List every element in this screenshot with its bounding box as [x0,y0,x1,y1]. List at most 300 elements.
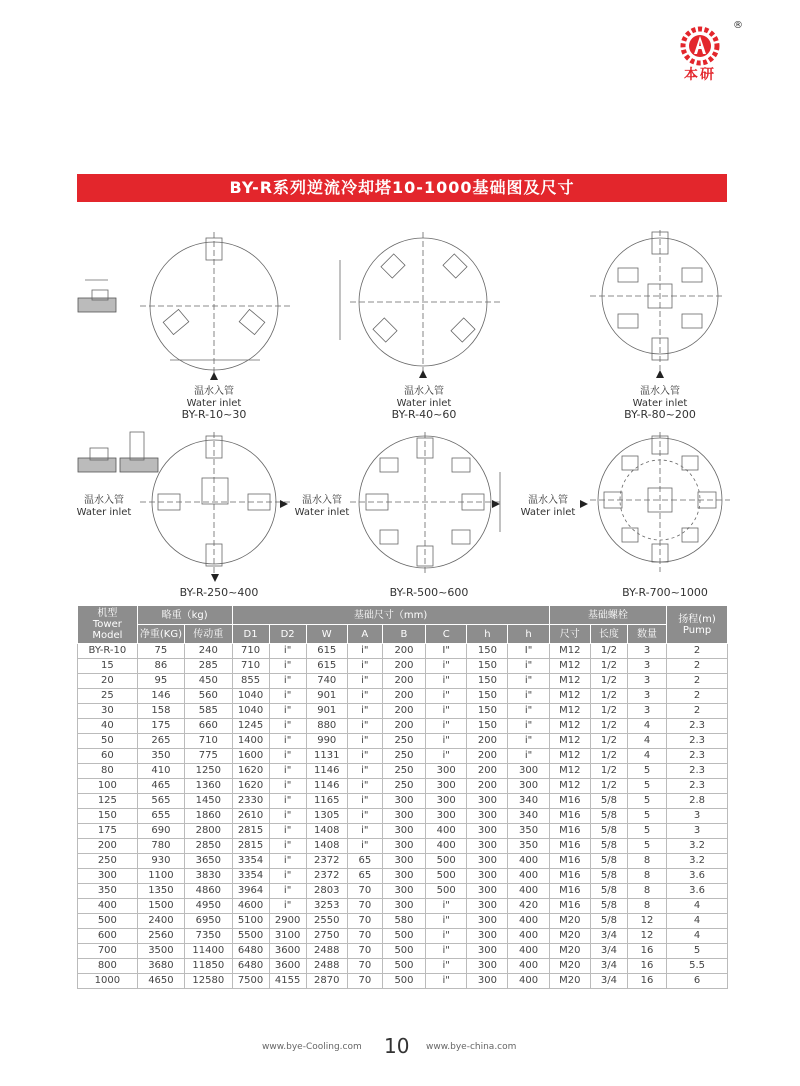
model-label: BY-R-40~60 [391,408,457,421]
table-row [78,689,728,704]
table-row [78,884,728,899]
table-cell: 855 [232,674,269,689]
table-cell: 150 [467,659,508,674]
table-cell: 5 [667,944,728,959]
table-cell: 400 [426,824,467,839]
table-cell: 2372 [306,854,347,869]
table-cell: 300 [467,944,508,959]
table-cell: 300 [426,779,467,794]
table-cell: 70 [347,959,382,974]
table-cell: 3.6 [667,869,728,884]
table-cell: 350 [508,824,549,839]
table-cell: 901 [306,689,347,704]
table-cell: 5/8 [590,884,627,899]
table-cell: 3830 [185,869,232,884]
table-cell: i" [508,749,549,764]
table-cell: BY-R-10 [78,644,138,659]
table-cell: 2815 [232,824,269,839]
table-cell: 70 [347,944,382,959]
table-cell: 5500 [232,929,269,944]
table-cell: 1146 [306,764,347,779]
table-cell: 3 [627,704,666,719]
table-cell: i" [269,824,306,839]
table-cell: 12 [627,929,666,944]
table-cell: 690 [137,824,184,839]
table-cell: M16 [549,854,590,869]
table-cell: 901 [306,704,347,719]
table-cell: 5/8 [590,869,627,884]
table-cell: 990 [306,734,347,749]
header-foundation: 基础尺寸（mm) [232,606,549,625]
table-cell: 2610 [232,809,269,824]
table-cell: 5/8 [590,809,627,824]
table-cell: 285 [185,659,232,674]
table-cell: i" [347,764,382,779]
header-pump: 扬程(m) Pump [667,606,728,644]
water-inlet-label: 温水入管 Water inlet [186,386,242,409]
table-cell: i" [347,779,382,794]
table-cell: 5 [627,764,666,779]
table-cell: 3 [627,689,666,704]
table-cell: 800 [78,959,138,974]
table-cell: 400 [78,899,138,914]
table-cell: M12 [549,644,590,659]
table-row [78,869,728,884]
table-cell: 400 [508,914,549,929]
table-cell: 2900 [269,914,306,929]
footer-url-right: www.bye-china.com [426,1042,517,1052]
table-cell: i" [347,689,382,704]
table-cell: 400 [508,869,549,884]
page-number: 10 [384,1034,410,1058]
table-cell: 5/8 [590,794,627,809]
table-cell: 5/8 [590,839,627,854]
table-cell: 175 [78,824,138,839]
table-cell: 250 [78,854,138,869]
table-cell: M16 [549,794,590,809]
table-cell: i" [269,644,306,659]
table-row [78,974,728,989]
table-cell: 1100 [137,869,184,884]
table-cell: 1245 [232,719,269,734]
table-row [78,749,728,764]
table-cell: 200 [467,779,508,794]
table-cell: 2870 [306,974,347,989]
table-cell: 70 [347,974,382,989]
subheader-cell: A [347,625,382,644]
table-cell: 300 [508,764,549,779]
model-label: BY-R-700~1000 [622,586,708,599]
table-cell: 150 [467,674,508,689]
table-cell: 4650 [137,974,184,989]
table-cell: 1360 [185,779,232,794]
model-label: BY-R-250~400 [179,586,259,599]
table-cell: i" [269,884,306,899]
table-cell: 8 [627,869,666,884]
table-cell: 5 [627,779,666,794]
table-cell: 3964 [232,884,269,899]
table-cell: i" [347,659,382,674]
table-cell: 700 [78,944,138,959]
table-cell: 500 [382,944,425,959]
table-cell: 2 [667,659,728,674]
table-cell: I" [426,644,467,659]
table-cell: i" [426,719,467,734]
table-cell: 710 [185,734,232,749]
table-cell: 780 [137,839,184,854]
table-cell: 4600 [232,899,269,914]
table-cell: M12 [549,659,590,674]
table-cell: 300 [467,899,508,914]
table-cell: i" [426,734,467,749]
table-cell: 30 [78,704,138,719]
table-cell: i" [269,809,306,824]
table-cell: 300 [467,884,508,899]
table-cell: M20 [549,944,590,959]
table-cell: 250 [382,779,425,794]
table-cell: i" [269,764,306,779]
table-cell: M16 [549,869,590,884]
table-cell: 2.3 [667,719,728,734]
table-cell: 400 [508,884,549,899]
table-cell: 300 [467,824,508,839]
subheader-cell: 长度 [590,625,627,644]
table-cell: 500 [382,974,425,989]
table-row [78,944,728,959]
table-cell: 4 [627,749,666,764]
table-row [78,764,728,779]
table-cell: 2800 [185,824,232,839]
table-cell: i" [426,929,467,944]
table-cell: M16 [549,884,590,899]
table-cell: M12 [549,734,590,749]
table-cell: 65 [347,854,382,869]
table-cell: 560 [185,689,232,704]
table-cell: 400 [426,839,467,854]
table-cell: 2.3 [667,779,728,794]
table-cell: 4860 [185,884,232,899]
table-cell: 6 [667,974,728,989]
table-cell: 146 [137,689,184,704]
subheader-cell: D2 [269,625,306,644]
table-cell: 2.3 [667,749,728,764]
table-cell: 1860 [185,809,232,824]
table-cell: 70 [347,914,382,929]
table-cell: 3680 [137,959,184,974]
table-cell: 1/2 [590,689,627,704]
table-cell: 400 [508,974,549,989]
table-cell: 3/4 [590,974,627,989]
table-cell: 500 [426,854,467,869]
table-cell: 5/8 [590,914,627,929]
water-inlet-label: 温水入管 Water inlet [632,386,688,409]
table-cell: 240 [185,644,232,659]
table-cell: 150 [467,704,508,719]
table-cell: 200 [382,704,425,719]
spec-table [77,605,728,989]
water-inlet-label: 温水入管 Water inlet [76,495,132,518]
table-cell: 2372 [306,869,347,884]
header-bolt: 基础螺栓 [549,606,666,625]
table-cell: 300 [467,854,508,869]
table-cell: 3 [667,809,728,824]
table-cell: M12 [549,704,590,719]
table-cell: 3.2 [667,854,728,869]
table-cell: 2 [667,704,728,719]
table-row [78,854,728,869]
table-cell: 70 [347,899,382,914]
table-cell: 300 [467,914,508,929]
table-cell: 340 [508,794,549,809]
table-cell: i" [269,779,306,794]
table-cell: M12 [549,674,590,689]
table-cell: 3500 [137,944,184,959]
table-cell: i" [269,899,306,914]
table-cell: i" [426,704,467,719]
table-row [78,794,728,809]
table-row [78,674,728,689]
table-cell: 200 [467,734,508,749]
table-cell: 5 [627,839,666,854]
table-cell: 200 [382,719,425,734]
table-cell: 150 [467,719,508,734]
table-cell: 880 [306,719,347,734]
table-cell: i" [347,749,382,764]
table-cell: 1/2 [590,704,627,719]
table-cell: 12 [627,914,666,929]
table-cell: 400 [508,959,549,974]
table-cell: i" [347,839,382,854]
table-cell: 25 [78,689,138,704]
table-row [78,914,728,929]
table-row [78,959,728,974]
subheader-cell: 净重(KG) [137,625,184,644]
table-cell: 3/4 [590,929,627,944]
table-cell: 65 [347,869,382,884]
table-row [78,734,728,749]
model-label: BY-R-80~200 [624,408,696,421]
table-cell: 1000 [78,974,138,989]
table-cell: 1165 [306,794,347,809]
table-cell: 340 [508,809,549,824]
table-cell: 200 [467,749,508,764]
table-cell: 350 [508,839,549,854]
table-cell: 580 [382,914,425,929]
table-cell: 1040 [232,689,269,704]
table-cell: 300 [382,899,425,914]
table-row [78,809,728,824]
table-cell: 2550 [306,914,347,929]
table-cell: 250 [382,734,425,749]
table-cell: 80 [78,764,138,779]
model-label: BY-R-500~600 [389,586,469,599]
table-cell: M20 [549,929,590,944]
table-cell: 1/2 [590,779,627,794]
table-cell: 775 [185,749,232,764]
table-cell: 175 [137,719,184,734]
table-cell: 300 [467,959,508,974]
table-row [78,824,728,839]
table-cell: i" [269,854,306,869]
table-cell: 565 [137,794,184,809]
table-cell: 8 [627,884,666,899]
table-cell: M12 [549,779,590,794]
table-cell: 300 [467,869,508,884]
table-cell: 300 [426,809,467,824]
table-cell: i" [347,734,382,749]
table-cell: 11850 [185,959,232,974]
table-cell: i" [508,659,549,674]
table-cell: M12 [549,764,590,779]
footer-url-left: www.bye-Cooling.com [262,1042,362,1052]
table-subheader-row [78,625,728,644]
table-cell: 200 [382,674,425,689]
table-cell: i" [426,689,467,704]
table-cell: 1/2 [590,719,627,734]
table-cell: 300 [382,869,425,884]
table-cell: 2488 [306,944,347,959]
table-cell: i" [347,794,382,809]
table-cell: 2560 [137,929,184,944]
table-cell: i" [508,734,549,749]
table-cell: 1400 [232,734,269,749]
registered-mark: ® [733,20,743,31]
table-cell: 5 [627,824,666,839]
table-cell: i" [426,974,467,989]
table-cell: M20 [549,914,590,929]
table-cell: M16 [549,839,590,854]
table-cell: 710 [232,659,269,674]
table-cell: 125 [78,794,138,809]
table-cell: 3.6 [667,884,728,899]
table-cell: 585 [185,704,232,719]
table-cell: i" [347,719,382,734]
table-cell: 3/4 [590,944,627,959]
table-cell: i" [426,959,467,974]
table-cell: i" [269,689,306,704]
table-cell: i" [347,809,382,824]
table-cell: 5/8 [590,824,627,839]
table-cell: 4155 [269,974,306,989]
table-cell: 8 [627,899,666,914]
logo-text: 本研 [684,67,716,83]
table-cell: 200 [382,659,425,674]
table-cell: 95 [137,674,184,689]
table-cell: 400 [508,929,549,944]
table-cell: 150 [467,689,508,704]
table-cell: i" [347,824,382,839]
table-cell: 1450 [185,794,232,809]
table-cell: 300 [467,839,508,854]
table-cell: 1/2 [590,734,627,749]
table-cell: 1600 [232,749,269,764]
table-cell: I" [508,644,549,659]
table-cell: i" [426,899,467,914]
table-row [78,659,728,674]
table-cell: 200 [382,644,425,659]
table-cell: 150 [78,809,138,824]
table-cell: 3600 [269,959,306,974]
table-cell: i" [347,644,382,659]
table-cell: i" [269,869,306,884]
table-cell: 5.5 [667,959,728,974]
table-cell: 1146 [306,779,347,794]
table-cell: 3253 [306,899,347,914]
table-cell: 2850 [185,839,232,854]
subheader-cell: B [382,625,425,644]
table-cell: 16 [627,959,666,974]
table-cell: 5/8 [590,899,627,914]
table-cell: 300 [467,929,508,944]
table-cell: 200 [382,689,425,704]
table-cell: i" [508,719,549,734]
table-cell: 300 [426,794,467,809]
table-row [78,719,728,734]
header-weight: 略重（kg) [137,606,232,625]
table-cell: 465 [137,779,184,794]
table-cell: 5 [627,809,666,824]
table-cell: 2400 [137,914,184,929]
table-cell: 300 [382,884,425,899]
table-cell: 75 [137,644,184,659]
subheader-cell: h [467,625,508,644]
table-cell: M12 [549,719,590,734]
table-cell: M16 [549,899,590,914]
table-cell: 5 [627,794,666,809]
table-cell: M20 [549,974,590,989]
table-cell: 200 [78,839,138,854]
subheader-cell: h [508,625,549,644]
table-cell: 3 [627,644,666,659]
table-cell: 3/4 [590,959,627,974]
water-inlet-label: 温水入管 Water inlet [396,386,452,409]
table-cell: 655 [137,809,184,824]
table-cell: i" [508,674,549,689]
table-cell: 250 [382,764,425,779]
table-cell: 5/8 [590,854,627,869]
table-cell: 410 [137,764,184,779]
table-cell: M12 [549,749,590,764]
table-cell: 300 [382,824,425,839]
table-header-row [78,606,728,625]
table-cell: 4 [667,899,728,914]
table-cell: 3 [627,674,666,689]
table-cell: i" [269,704,306,719]
table-row [78,704,728,719]
table-cell: i" [426,659,467,674]
table-cell: i" [269,659,306,674]
table-row [78,779,728,794]
table-cell: 740 [306,674,347,689]
table-cell: 1620 [232,779,269,794]
table-cell: 6480 [232,944,269,959]
table-cell: 8 [627,854,666,869]
table-cell: 86 [137,659,184,674]
table-cell: 1350 [137,884,184,899]
subheader-cell: 传动重 [185,625,232,644]
table-cell: 1/2 [590,674,627,689]
table-cell: 60 [78,749,138,764]
table-cell: i" [426,749,467,764]
table-cell: 300 [382,794,425,809]
table-cell: 3100 [269,929,306,944]
table-cell: 2 [667,644,728,659]
table-row [78,644,728,659]
table-cell: 1131 [306,749,347,764]
table-cell: 50 [78,734,138,749]
subheader-cell: 数量 [627,625,666,644]
table-cell: 2 [667,689,728,704]
